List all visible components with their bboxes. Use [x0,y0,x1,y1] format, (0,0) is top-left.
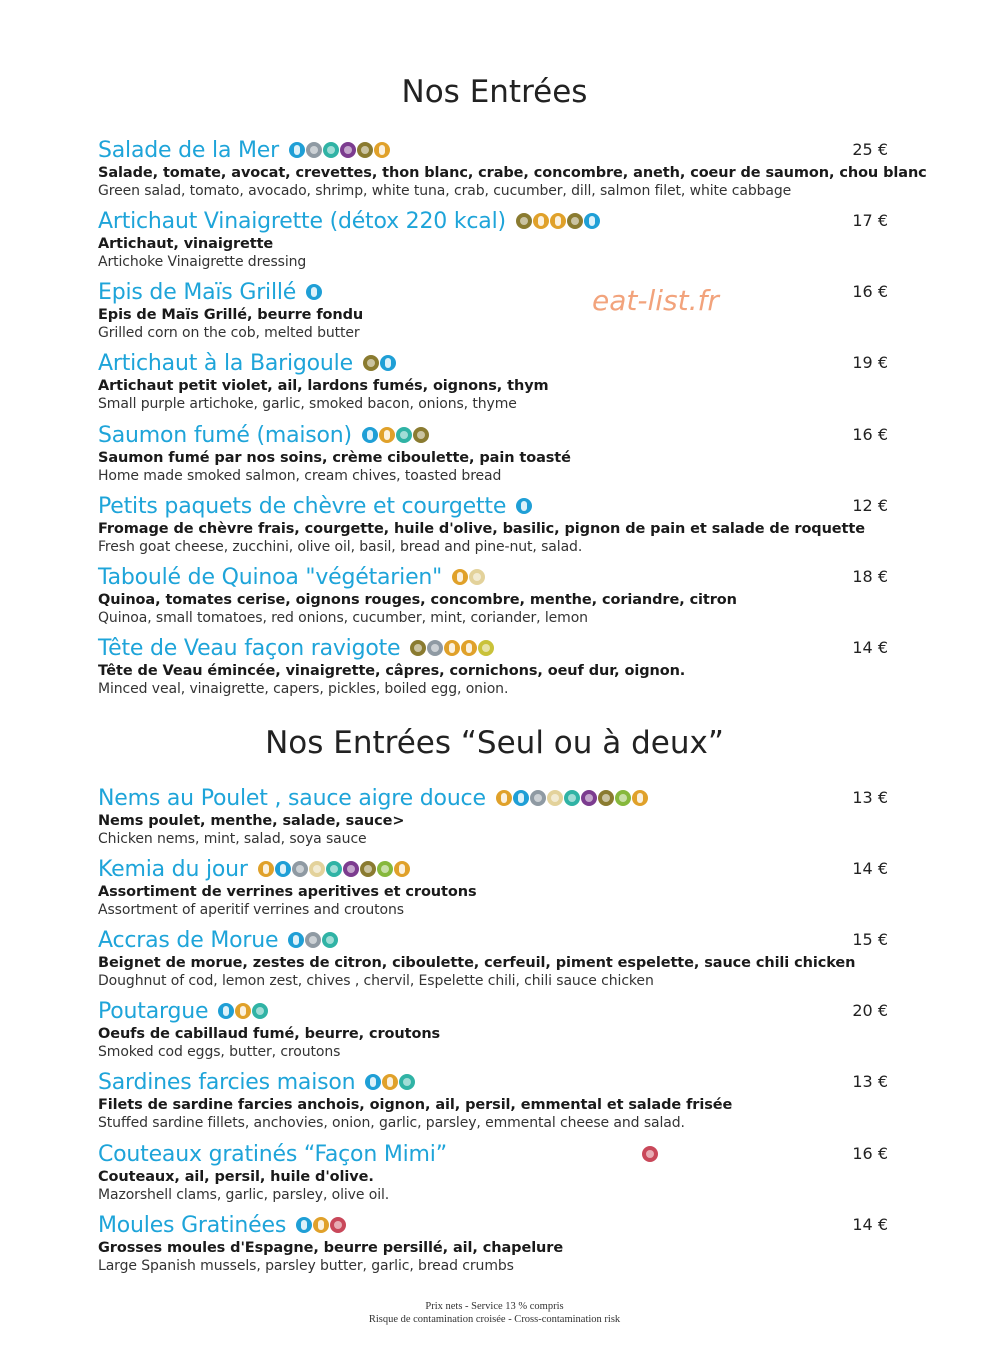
menu-item-price: 25 € [852,140,888,159]
menu-item [98,784,888,848]
menu-item-header [98,278,888,306]
menu-item-description-fr: Epis de Maïs Grillé, beurre fondu [98,307,364,323]
allergen-icon [306,284,322,300]
menu-item-description-fr: Quinoa, tomates cerise, oignons rouges, concombre, menthe, coriandre, citron [98,592,737,608]
menu-item-description-en: Fresh goat cheese, zucchini, olive oil, basil, bread and pine-nut, salad. [98,539,583,555]
menu-item-description-fr: Artichaut petit violet, ail, lardons fumés, oignons, thym [98,378,549,394]
menu-item-description-fr: Nems poulet, menthe, salade, sauce> [98,813,405,829]
allergen-icon [288,932,304,948]
menu-item-description-fr: Artichaut, vinaigrette [98,236,274,252]
menu-item-description-en: Quinoa, small tomatoes, red onions, cucumber, mint, coriander, lemon [98,610,588,626]
allergen-icons [218,1003,268,1019]
allergen-icons [365,1074,415,1090]
menu-item-price: 14 € [852,638,888,657]
menu-item-header [98,855,888,883]
allergen-icon [427,640,443,656]
menu-item-description-en: Minced veal, vinaigrette, capers, pickles, boiled egg, onion. [98,681,509,697]
allergen-icon [399,1074,415,1090]
menu-item-description-fr: Beignet de morue, zestes de citron, ciboulette, cerfeuil, piment espelette, sauce chili chicken [98,955,856,971]
menu-item-name: Accras de Morue [98,927,279,953]
menu-item-price: 16 € [852,425,888,444]
menu-item [98,349,888,413]
allergen-icons [306,284,322,300]
allergen-icon [258,861,274,877]
menu-item-description-fr: Fromage de chèvre frais, courgette, huile d'olive, basilic, pignon de pain et salade de roquette [98,521,865,537]
allergen-icon [396,427,412,443]
menu-item-name: Couteaux gratinés “Façon Mimi” [98,1141,447,1167]
menu-item-name: Tête de Veau façon ravigote [98,635,401,661]
allergen-icon [289,142,305,158]
menu-item-description-en: Artichoke Vinaigrette dressing [98,254,307,270]
allergen-icon [530,790,546,806]
menu-item-description-fr: Assortiment de verrines aperitives et croutons [98,884,477,900]
allergen-icon [218,1003,234,1019]
menu-item-header [98,926,888,954]
allergen-icon [496,790,512,806]
allergen-icon [365,1074,381,1090]
allergen-icon [306,142,322,158]
allergen-icon [632,790,648,806]
menu-item-description-en: Chicken nems, mint, salad, soya sauce [98,831,367,847]
allergen-icon [469,569,485,585]
menu-item [98,1140,888,1204]
menu-item-name: Kemia du jour [98,856,248,882]
menu-item [98,278,888,342]
menu-item-header [98,492,888,520]
allergen-icon [516,498,532,514]
menu-item-name: Salade de la Mer [98,137,279,163]
menu-item-description-en: Small purple artichoke, garlic, smoked bacon, onions, thyme [98,396,517,412]
menu-item-description-fr: Tête de Veau émincée, vinaigrette, câpres, cornichons, oeuf dur, oignon. [98,663,686,679]
allergen-icon [343,861,359,877]
menu-item-price: 17 € [852,211,888,230]
allergen-icon [323,142,339,158]
menu-item-header [98,136,888,164]
allergen-icons [296,1217,346,1233]
allergen-icon [642,1146,658,1162]
allergen-icon [581,790,597,806]
allergen-icon [410,640,426,656]
menu-item-header [98,421,888,449]
allergen-icon [292,861,308,877]
menu-item-description-fr: Saumon fumé par nos soins, crème ciboulette, pain toasté [98,450,571,466]
menu-item-header [98,997,888,1025]
menu-item-price: 18 € [852,567,888,586]
menu-item-description-en: Stuffed sardine fillets, anchovies, onion, garlic, parsley, emmental cheese and salad. [98,1115,685,1131]
menu-item-header [98,634,888,662]
menu-item-description-fr: Salade, tomate, avocat, crevettes, thon blanc, crabe, concombre, aneth, coeur de saumon, chou blanc [98,165,927,181]
allergen-icon [313,1217,329,1233]
allergen-icons [496,790,648,806]
menu-item [98,563,888,627]
menu-item-header [98,207,888,235]
menu-item-price: 15 € [852,930,888,949]
allergen-icon [296,1217,312,1233]
menu-item-name: Saumon fumé (maison) [98,422,352,448]
allergen-icons [363,355,396,371]
allergen-icon [478,640,494,656]
allergen-icon [235,1003,251,1019]
menu-item-name: Petits paquets de chèvre et courgette [98,493,507,519]
menu-item-description-en: Large Spanish mussels, parsley butter, garlic, bread crumbs [98,1258,514,1274]
allergen-icon [444,640,460,656]
menu-item-price: 19 € [852,353,888,372]
menu-item-price: 13 € [852,1072,888,1091]
menu-item [98,1068,888,1132]
allergen-icon [340,142,356,158]
menu-item-description-en: Grilled corn on the cob, melted butter [98,325,360,341]
allergen-icons [410,640,494,656]
allergen-icon [357,142,373,158]
allergen-icon [533,213,549,229]
menu-item-description-en: Smoked cod eggs, butter, croutons [98,1044,341,1060]
menu-item-name: Poutargue [98,998,209,1024]
allergen-icon [379,427,395,443]
allergen-icons [516,213,600,229]
allergen-icon [461,640,477,656]
menu-item-name: Taboulé de Quinoa "végétarien" [98,564,443,590]
allergen-icon [309,861,325,877]
allergen-icons [642,1146,658,1162]
menu-item-header [98,1211,888,1239]
allergen-icon [584,213,600,229]
menu-item-name: Nems au Poulet , sauce aigre douce [98,785,486,811]
menu-item-header [98,1140,888,1168]
menu-item-name: Epis de Maïs Grillé [98,279,297,305]
menu-item-description-en: Green salad, tomato, avocado, shrimp, white tuna, crab, cucumber, dill, salmon filet, white cabbage [98,183,792,199]
menu-item [98,997,888,1061]
allergen-icon [360,861,376,877]
allergen-icon [567,213,583,229]
allergen-icon [615,790,631,806]
menu-item [98,136,927,200]
allergen-icon [380,355,396,371]
allergen-icon [322,932,338,948]
watermark-logo: eat-list.fr [592,284,719,317]
footer-price-note: Prix nets - Service 13 % compris [425,1301,564,1312]
menu-item-price: 16 € [852,1144,888,1163]
section-title-entrees: Nos Entrées [401,74,588,110]
allergen-icons [258,861,410,877]
menu-item-name: Moules Gratinées [98,1212,287,1238]
menu-item-description-fr: Couteaux, ail, persil, huile d'olive. [98,1169,374,1185]
menu-item-price: 14 € [852,1215,888,1234]
allergen-icons [452,569,485,585]
allergen-icon [377,861,393,877]
menu-item-name: Artichaut Vinaigrette (détox 220 kcal) [98,208,506,234]
menu-item-header [98,563,888,591]
menu-item-price: 20 € [852,1001,888,1020]
menu-item-header [98,349,888,377]
menu-item-description-en: Doughnut of cod, lemon zest, chives , chervil, Espelette chili, chili sauce chicken [98,973,654,989]
menu-item [98,634,888,698]
menu-item-price: 12 € [852,496,888,515]
menu-item-name: Sardines farcies maison [98,1069,356,1095]
allergen-icon [413,427,429,443]
menu-item-description-fr: Grosses moules d'Espagne, beurre persillé, ail, chapelure [98,1240,564,1256]
menu-item-description-fr: Filets de sardine farcies anchois, oignon, ail, persil, emmental et salade frisée [98,1097,733,1113]
allergen-icon [305,932,321,948]
menu-item-description-en: Home made smoked salmon, cream chives, toasted bread [98,468,502,484]
menu-item [98,421,888,485]
footer-contamination-note: Risque de contamination croisée - Cross-contamination risk [368,1314,621,1325]
allergen-icon [547,790,563,806]
allergen-icon [550,213,566,229]
allergen-icon [326,861,342,877]
allergen-icon [598,790,614,806]
allergen-icons [516,498,532,514]
allergen-icon [275,861,291,877]
allergen-icon [513,790,529,806]
menu-item [98,855,888,919]
menu-item-header [98,1068,888,1096]
allergen-icon [362,427,378,443]
menu-item-description-en: Assortment of aperitif verrines and croutons [98,902,404,918]
menu-item-name: Artichaut à la Barigoule [98,350,353,376]
menu-item-price: 14 € [852,859,888,878]
allergen-icon [452,569,468,585]
footer [0,1300,989,1326]
menu-item-price: 13 € [852,788,888,807]
allergen-icon [394,861,410,877]
menu-item-price: 16 € [852,282,888,301]
menu-item-description-fr: Oeufs de cabillaud fumé, beurre, croutons [98,1026,441,1042]
menu-item [98,926,888,990]
allergen-icons [288,932,338,948]
allergen-icon [363,355,379,371]
allergen-icons [362,427,429,443]
allergen-icon [564,790,580,806]
menu-item-description-en: Mazorshell clams, garlic, parsley, olive oil. [98,1187,390,1203]
menu-item [98,207,888,271]
section-title-seul-ou-a-deux: Nos Entrées “Seul ou à deux” [265,725,724,761]
allergen-icon [516,213,532,229]
allergen-icon [382,1074,398,1090]
allergen-icon [374,142,390,158]
menu-item [98,492,888,556]
allergen-icons [289,142,390,158]
menu-item [98,1211,888,1275]
allergen-icon [252,1003,268,1019]
menu-item-header [98,784,888,812]
allergen-icon [330,1217,346,1233]
